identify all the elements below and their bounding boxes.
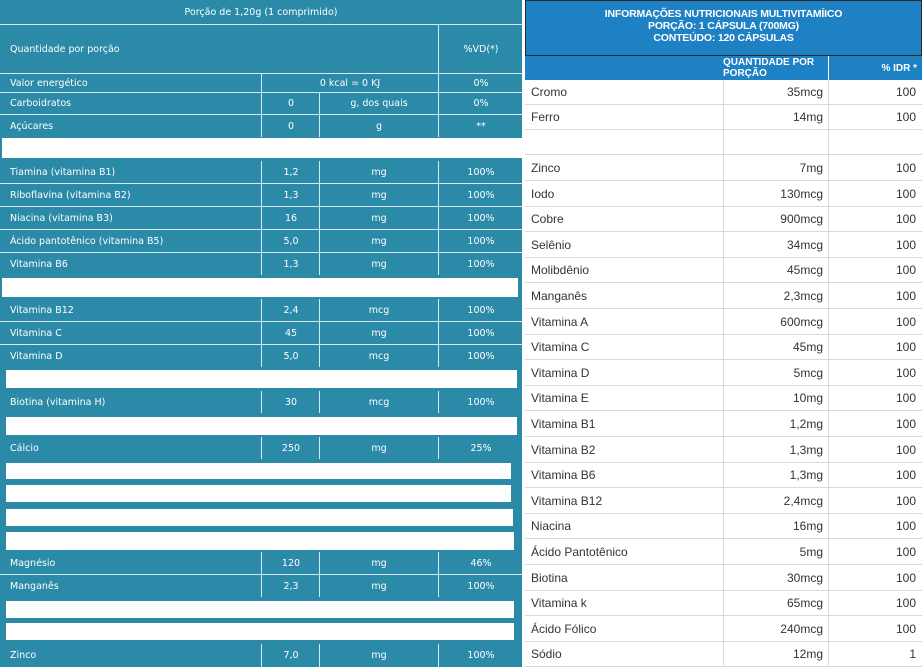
nutrient-unit: mg [371, 650, 387, 661]
mineral-idr: 1 [909, 646, 916, 661]
blank-row [6, 370, 517, 388]
nutrient-name: Tiamina (vitamina B1) [10, 166, 116, 178]
mineral-idr: 100 [895, 85, 916, 99]
mineral-amount: 1,2mg [789, 416, 823, 431]
nutrient-vd: 100% [467, 327, 495, 339]
mineral-idr: 100 [895, 160, 916, 175]
column-divider [261, 207, 262, 229]
right-title-line: PORÇÃO: 1 CÁPSULA (700MG) [648, 20, 799, 32]
column-divider [261, 644, 262, 667]
mineral-idr: 100 [895, 339, 916, 354]
column-divider [438, 93, 439, 114]
column-divider [319, 437, 320, 459]
nutrient-amount: 30 [284, 396, 298, 408]
nutrient-unit: mg [371, 166, 387, 178]
energy-vd: 0% [473, 77, 489, 89]
nutrient-vd: 100% [467, 212, 495, 224]
nutrient-row [0, 644, 522, 667]
nutrient-amount: 1,3 [283, 258, 299, 270]
column-divider [319, 644, 320, 667]
column-divider [319, 93, 320, 114]
column-divider [723, 80, 724, 667]
mineral-amount: 2,4mcg [783, 493, 823, 508]
mineral-name: Vitamina B12 [531, 493, 603, 508]
right-table-header [525, 0, 922, 56]
nutrient-row [0, 230, 522, 252]
mineral-amount: 12mg [792, 646, 823, 661]
nutrient-vd: 100% [467, 650, 495, 661]
mineral-idr: 100 [895, 467, 916, 482]
nutrient-vd: 100% [467, 580, 495, 592]
mineral-name: Ácido Fólico [531, 621, 597, 636]
nutrient-amount: 5,0 [283, 350, 299, 362]
nutrient-row [0, 575, 522, 597]
nutrient-name: Vitamina D [10, 350, 63, 362]
mineral-amount: 2,3mcg [783, 288, 823, 303]
column-divider [438, 391, 439, 413]
nutrient-vd: 100% [467, 189, 495, 201]
nutrient-amount: 0 [287, 120, 295, 132]
nutrient-row [0, 184, 522, 206]
mineral-amount: 240mcg [780, 621, 823, 636]
column-divider [319, 391, 320, 413]
mineral-amount: 65mcg [786, 595, 823, 610]
energy-value: 0 kcal = 0 KJ [319, 77, 381, 89]
mineral-name: Ácido Pantotênico [531, 544, 628, 559]
left-table-title: Porção de 1,20g (1 comprimido) [184, 6, 338, 18]
column-divider [261, 74, 262, 92]
column-divider [319, 575, 320, 597]
mineral-idr: 100 [895, 288, 916, 303]
blank-row [6, 463, 511, 479]
column-divider [261, 575, 262, 597]
mineral-name: Manganês [531, 288, 588, 303]
nutrient-unit: g [375, 120, 383, 132]
column-divider [261, 184, 262, 206]
nutrient-row [0, 207, 522, 229]
mineral-amount: 30mcg [786, 570, 823, 585]
col-header-amount: QUANTIDADE POR PORÇÃO [723, 57, 815, 79]
mineral-amount: 45mg [792, 339, 823, 354]
column-divider [319, 230, 320, 252]
header-label: Quantidade por porção [10, 43, 120, 55]
nutrient-name: Carboidratos [10, 98, 72, 109]
column-divider [438, 437, 439, 459]
mineral-idr: 100 [895, 186, 916, 201]
column-divider [438, 644, 439, 667]
column-divider [319, 207, 320, 229]
nutrient-unit: mg [371, 189, 387, 201]
column-divider [828, 80, 829, 667]
header-row [0, 25, 522, 73]
nutrient-unit: mg [371, 557, 387, 569]
column-divider [438, 115, 439, 137]
nutrient-unit: mcg [368, 304, 390, 316]
nutrient-name: Zinco [10, 650, 37, 661]
blank-row [6, 485, 511, 502]
mineral-name: Niacina [531, 518, 572, 533]
column-divider [319, 115, 320, 137]
nutrient-row [0, 345, 522, 367]
nutrient-name: Manganês [10, 580, 59, 592]
nutrient-amount: 2,3 [283, 580, 299, 592]
mineral-amount: 10mg [792, 390, 823, 405]
mineral-name: Cobre [531, 211, 564, 226]
mineral-idr: 100 [895, 595, 916, 610]
nutrient-amount: 1,2 [283, 166, 299, 178]
nutrient-vd: 25% [470, 442, 492, 454]
nutrient-name: Vitamina B12 [10, 304, 74, 316]
right-title-line: CONTEÚDO: 120 CÁPSULAS [653, 32, 794, 44]
column-divider [319, 552, 320, 574]
nutrient-name: Niacina (vitamina B3) [10, 212, 113, 224]
mineral-idr: 100 [895, 570, 916, 585]
nutrient-vd: 100% [467, 258, 495, 270]
mineral-amount: 35mcg [786, 85, 823, 99]
nutrient-name: Cálcio [10, 442, 39, 454]
nutrient-amount: 7,0 [283, 650, 299, 661]
mineral-name: Cromo [531, 85, 568, 99]
mineral-amount: 7mg [799, 160, 823, 175]
nutrient-unit: g, dos quais [350, 98, 408, 109]
column-divider [261, 115, 262, 137]
nutrient-unit: mg [371, 580, 387, 592]
right-column-header [525, 56, 922, 80]
nutrient-vd: 100% [467, 396, 495, 408]
column-divider [261, 391, 262, 413]
mineral-name: Biotina [531, 570, 568, 585]
mineral-idr: 100 [895, 621, 916, 636]
mineral-name: Sódio [531, 646, 562, 661]
header-vd: %VD(*) [463, 43, 499, 55]
nutrient-amount: 45 [284, 327, 298, 339]
mineral-amount: 600mcg [780, 314, 823, 329]
column-divider [261, 437, 262, 459]
nutrient-name: Açúcares [10, 120, 54, 132]
mineral-name: Vitamina B2 [531, 442, 596, 457]
blank-row [6, 623, 514, 640]
mineral-amount: 16mg [792, 518, 823, 533]
mineral-name: Vitamina D [531, 365, 590, 380]
blank-row [2, 138, 522, 158]
column-divider [438, 25, 439, 73]
mineral-amount: 5mg [799, 544, 823, 559]
mineral-name: Vitamina C [531, 339, 590, 354]
column-divider [261, 299, 262, 321]
nutrient-amount: 5,0 [283, 235, 299, 247]
mineral-name: Zinco [531, 160, 561, 175]
nutrient-amount: 0 [287, 98, 295, 109]
mineral-idr: 100 [895, 416, 916, 431]
nutrient-row [0, 437, 522, 459]
nutrient-amount: 250 [281, 442, 301, 454]
mineral-idr: 100 [895, 442, 916, 457]
column-divider [438, 552, 439, 574]
mineral-idr: 100 [895, 110, 916, 124]
column-divider [438, 207, 439, 229]
nutrient-amount: 120 [281, 557, 301, 569]
nutrient-unit: mg [371, 235, 387, 247]
nutrient-row [0, 253, 522, 275]
mineral-idr: 100 [895, 262, 916, 277]
column-divider [438, 184, 439, 206]
nutrient-unit: mg [371, 258, 387, 270]
nutrient-vd: 100% [467, 350, 495, 362]
mineral-name: Molibdênio [531, 262, 590, 277]
column-divider [319, 345, 320, 367]
column-divider [261, 552, 262, 574]
mineral-name: Ferro [531, 110, 560, 124]
mineral-name: Vitamina A [531, 314, 589, 329]
column-divider [261, 253, 262, 275]
column-divider [438, 575, 439, 597]
nutrient-row [0, 391, 522, 413]
mineral-amount: 130mcg [780, 186, 823, 201]
mineral-name: Iodo [531, 186, 555, 201]
column-divider [261, 322, 262, 344]
nutrient-unit: mg [371, 442, 387, 454]
mineral-amount: 45mcg [786, 262, 823, 277]
right-title-line: INFORMAÇÕES NUTRICIONAIS MULTIVITAMÍICO [604, 8, 843, 20]
blank-row [6, 601, 514, 618]
column-divider [261, 230, 262, 252]
mineral-idr: 100 [895, 493, 916, 508]
mineral-name: Vitamina E [531, 390, 589, 405]
nutrient-name: Biotina (vitamina H) [10, 396, 106, 408]
nutrient-name: Ácido pantotênico (vitamina B5) [10, 235, 164, 247]
blank-row [6, 417, 517, 435]
nutrient-row [0, 322, 522, 344]
mineral-amount: 14mg [792, 110, 823, 124]
blank-row [2, 278, 518, 297]
column-divider [438, 253, 439, 275]
blank-row [6, 509, 513, 526]
nutrient-unit: mg [371, 327, 387, 339]
column-divider [261, 345, 262, 367]
mineral-idr: 100 [895, 365, 916, 380]
mineral-idr: 100 [895, 314, 916, 329]
column-divider [261, 161, 262, 183]
column-divider [438, 345, 439, 367]
column-divider [438, 299, 439, 321]
nutrient-name: Vitamina C [10, 327, 62, 339]
nutrient-name: Magnésio [10, 557, 56, 569]
mineral-idr: 100 [895, 518, 916, 533]
nutrient-vd: 46% [470, 557, 492, 569]
energy-name: Valor energético [10, 77, 88, 89]
nutrient-row [0, 552, 522, 574]
nutrient-row [0, 93, 522, 114]
nutrient-amount: 16 [284, 212, 298, 224]
blank-row [6, 532, 514, 550]
nutrient-name: Vitamina B6 [10, 258, 68, 270]
column-divider [438, 161, 439, 183]
column-divider [319, 184, 320, 206]
mineral-idr: 100 [895, 237, 916, 252]
nutrient-amount: 1,3 [283, 189, 299, 201]
nutrient-unit: mg [371, 212, 387, 224]
mineral-amount: 1,3mg [789, 442, 823, 457]
nutrient-vd: ** [476, 120, 486, 132]
mineral-name: Vitamina B1 [531, 416, 596, 431]
right-nutrition-table [525, 0, 922, 667]
column-divider [319, 322, 320, 344]
nutrient-unit: mcg [368, 350, 390, 362]
energy-row [0, 74, 522, 92]
nutrient-amount: 2,4 [283, 304, 299, 316]
nutrient-row [0, 161, 522, 183]
mineral-amount: 34mcg [786, 237, 823, 252]
nutrient-row [0, 115, 522, 137]
column-divider [438, 322, 439, 344]
nutrient-vd: 100% [467, 235, 495, 247]
col-header-idr: % IDR * [881, 62, 917, 74]
column-divider [438, 74, 439, 92]
mineral-idr: 100 [895, 211, 916, 226]
nutrient-name: Riboflavina (vitamina B2) [10, 189, 131, 201]
mineral-idr: 100 [895, 544, 916, 559]
mineral-name: Vitamina k [531, 595, 587, 610]
nutrient-vd: 100% [467, 166, 495, 178]
mineral-amount: 5mcg [793, 365, 823, 380]
mineral-amount: 1,3mg [789, 467, 823, 482]
column-divider [319, 299, 320, 321]
nutrient-row [0, 299, 522, 321]
nutrient-vd: 100% [467, 304, 495, 316]
column-divider [438, 230, 439, 252]
mineral-idr: 100 [895, 390, 916, 405]
mineral-name: Selênio [531, 237, 572, 252]
column-divider [261, 93, 262, 114]
column-divider [319, 253, 320, 275]
nutrient-vd: 0% [473, 98, 489, 109]
mineral-amount: 900mcg [780, 211, 823, 226]
column-divider [319, 161, 320, 183]
mineral-name: Vitamina B6 [531, 467, 596, 482]
nutrient-unit: mcg [368, 396, 390, 408]
